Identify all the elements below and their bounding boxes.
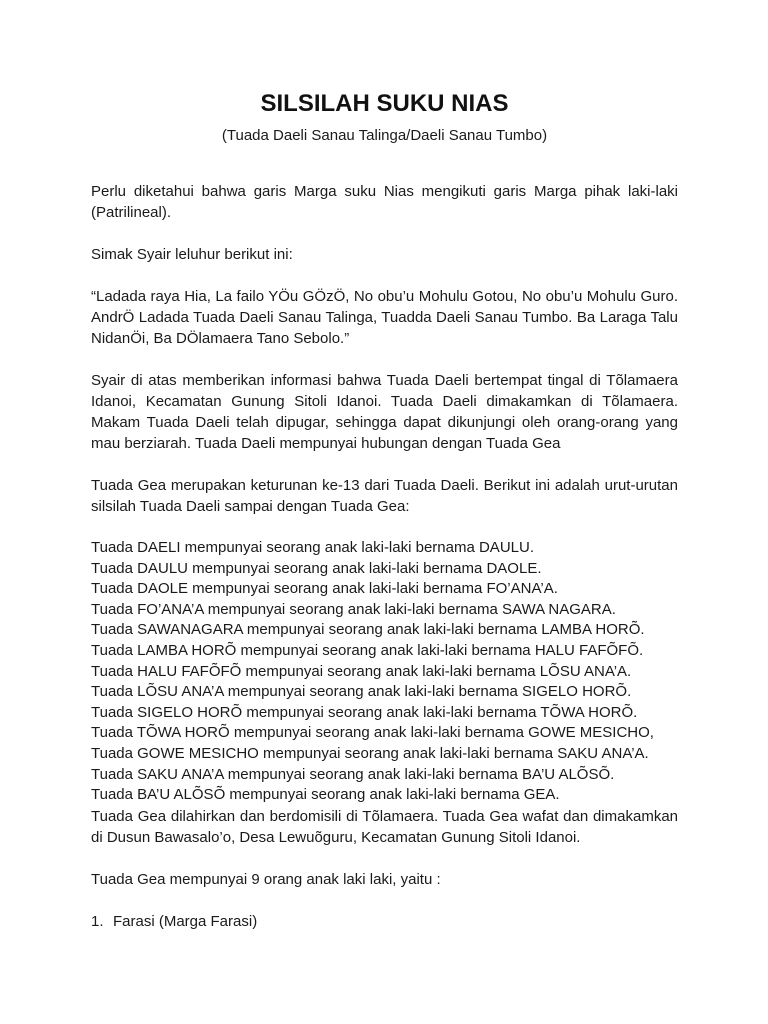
paragraph-simak: Simak Syair leluhur berikut ini: [91,246,293,263]
paragraph-gea-intro: Tuada Gea merupakan keturunan ke-13 dari Tuada Daeli. Berikut ini adalah urut-urutan silsilah Tuada Daeli sampai dengan Tuada Gea: [91,477,678,515]
lineage-line: Tuada SAWANAGARA mempunyai seorang anak laki-laki bernama LAMBA HORÕ. [91,621,645,639]
page-subtitle: (Tuada Daeli Sanau Talinga/Daeli Sanau Tumbo) [221,127,548,144]
paragraph-explanation: Syair di atas memberikan informasi bahwa Tuada Daeli bertempat tingal di Tõlamaera Idanoi, Kecamatan Gunung Sitoli Idanoi. Tuada Daeli dimakamkan di Tõlamaera. Makam Tuada Daeli telah dipugar, sehingga dapat dikunjungi oleh orang-orang yang mau berziarah. Tuada Daeli mempunyai hubungan dengan Tuada Gea [91,372,678,452]
lineage-line: Tuada LÕSU ANA’A mempunyai seorang anak laki-laki bernama SIGELO HORÕ. [91,683,632,701]
lineage-list [91,538,678,848]
lineage-line: Tuada SIGELO HORÕ mempunyai seorang anak laki-laki bernama TÕWA HORÕ. [91,703,638,721]
lineage-line: Tuada BA’U ALÕSÕ mempunyai seorang anak laki-laki bernama GEA. [91,786,560,804]
paragraph-intro: Perlu diketahui bahwa garis Marga suku Nias mengikuti garis Marga pihak laki-laki (Patrilineal). [91,183,678,221]
lineage-line: Tuada DAOLE mempunyai seorang anak laki-laki bernama FO’ANA’A. [91,580,558,598]
lineage-line: Tuada FO’ANA’A mempunyai seorang anak laki-laki bernama SAWA NAGARA. [91,600,616,618]
list-item-text: Farasi (Marga Farasi) [113,912,258,930]
page-title: SILSILAH SUKU NIAS [260,90,509,117]
list-number: 1. [91,912,104,930]
lineage-line: Tuada LAMBA HORÕ mempunyai seorang anak laki-laki bernama HALU FAFÕFÕ. [91,641,644,659]
paragraph-syair: “Ladada raya Hia, La failo YÖu GÖzÖ, No obu’u Mohulu Gotou, No obu’u Mohulu Guro. AndrÖ Ladada Tuada Daeli Sanau Talinga, Tuadda Daeli Sanau Tumbo. Ba Laraga Talu NidanÖi, Ba DÖlamaera Tano Sebolo.” [91,288,678,347]
document-page [91,90,678,932]
paragraph-children-intro: Tuada Gea mempunyai 9 orang anak laki laki, yaitu : [91,870,441,888]
lineage-line: Tuada SAKU ANA’A mempunyai seorang anak laki-laki bernama BA’U ALÕSÕ. [91,765,615,783]
paragraph-gea-domicile: Tuada Gea dilahirkan dan berdomisili di Tõlamaera. Tuada Gea wafat dan dimakamkan di Dusun Bawasalo’o, Desa Lewuõguru, Kecamatan Gunung Sitoli Idanoi. [91,807,678,846]
lineage-line: Tuada GOWE MESICHO mempunyai seorang anak laki-laki bernama SAKU ANA’A. [91,744,649,762]
lineage-line: Tuada DAELI mempunyai seorang anak laki-laki bernama DAULU. [91,539,534,556]
children-list-item [91,911,678,932]
lineage-line: Tuada HALU FAFÕFÕ mempunyai seorang anak laki-laki bernama LÕSU ANA’A. [91,662,632,680]
lineage-line: Tuada TÕWA HORÕ mempunyai seorang anak laki-laki bernama GOWE MESICHO, [91,724,654,742]
lineage-line: Tuada DAULU mempunyai seorang anak laki-laki bernama DAOLE. [91,559,542,577]
